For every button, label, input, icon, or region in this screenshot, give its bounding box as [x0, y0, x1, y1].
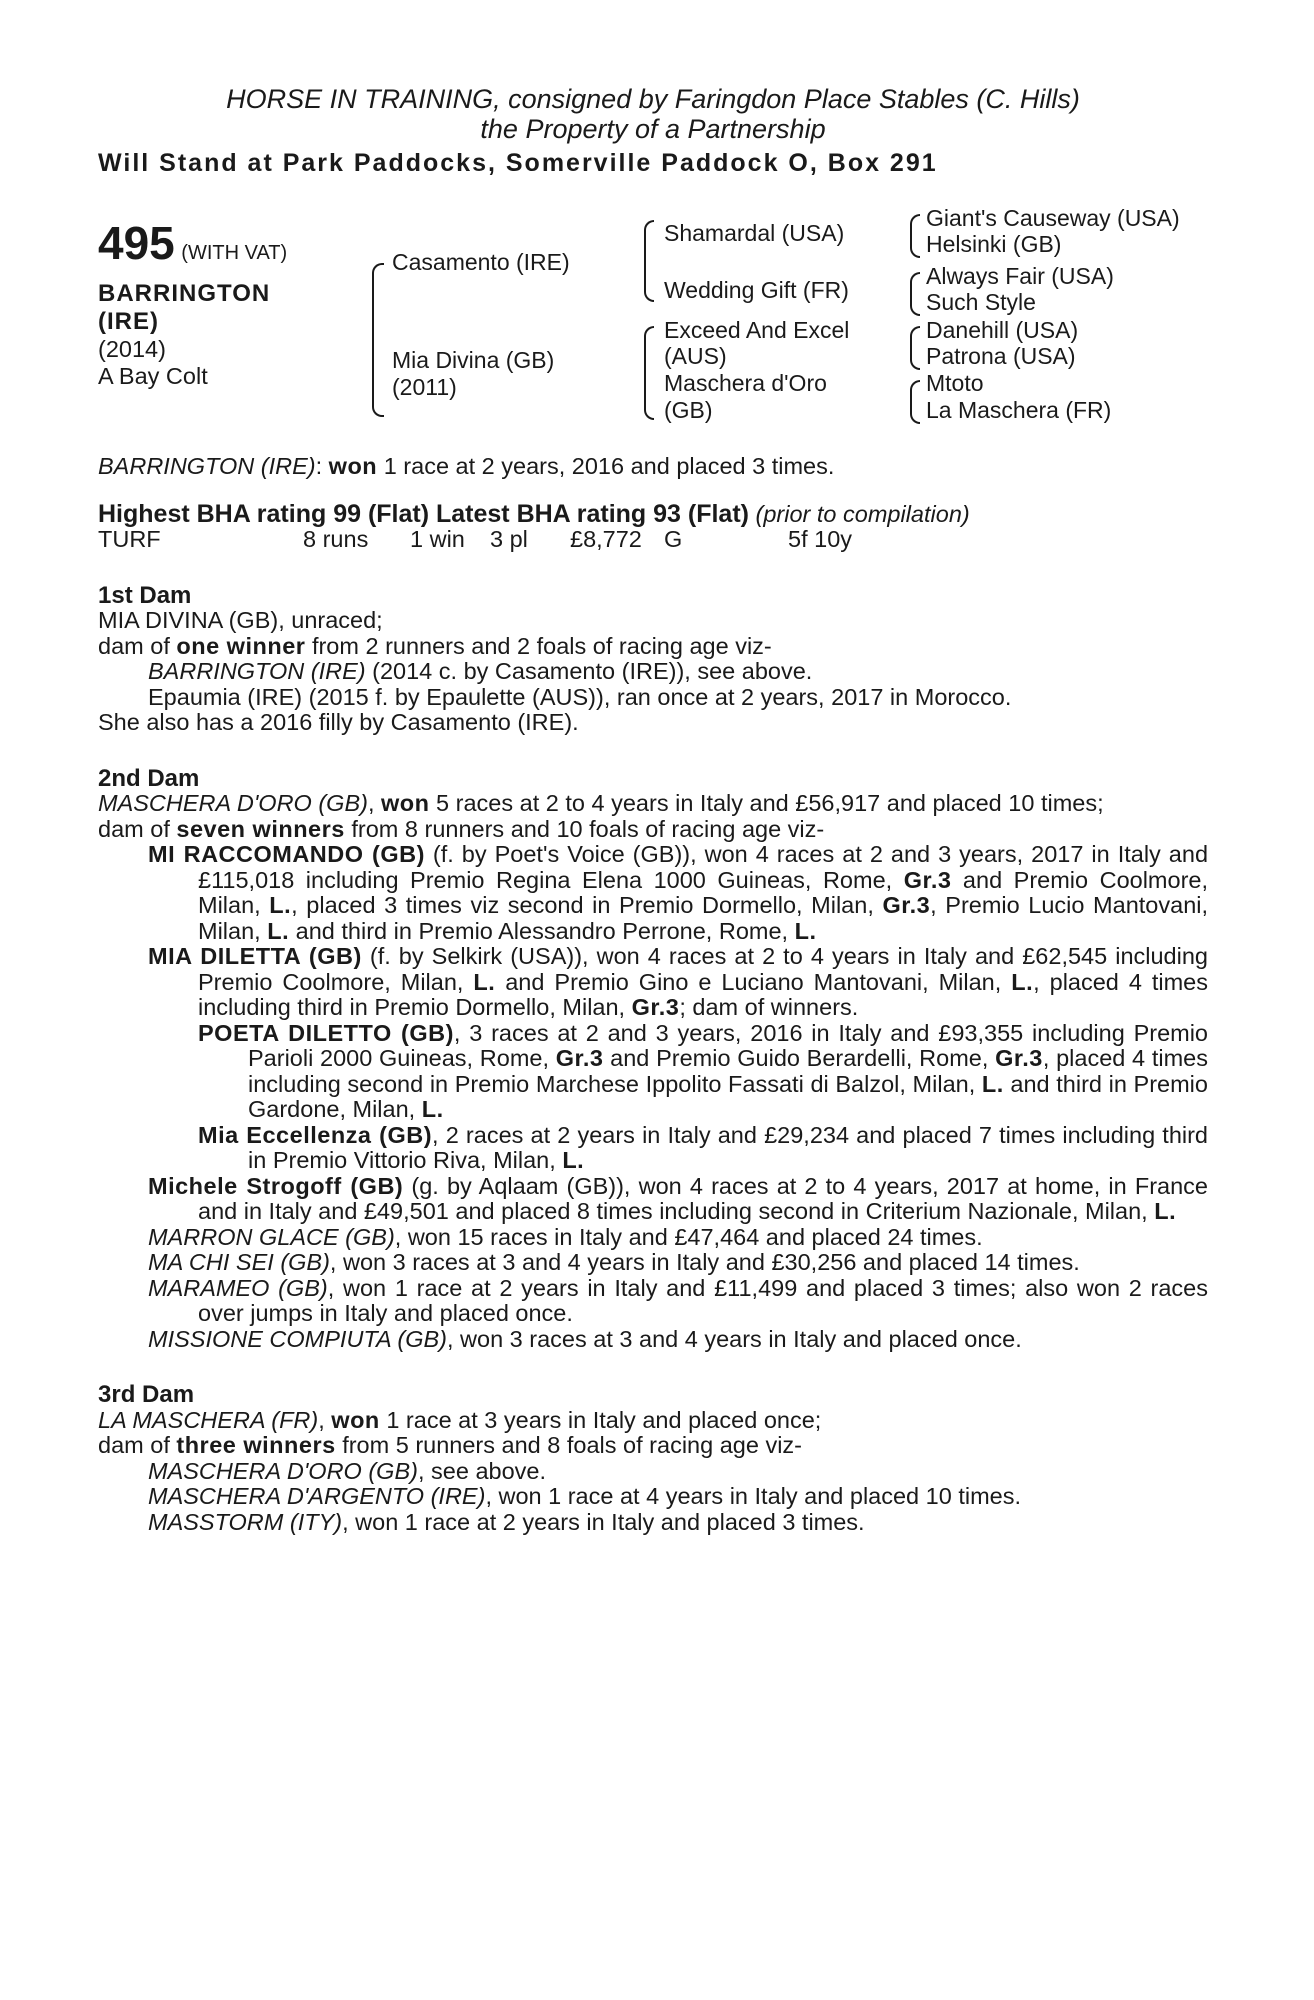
foaling-year: (2014): [98, 336, 166, 362]
stand-location: Will Stand at Park Paddocks, Somerville Paddock O, Box 291: [98, 149, 938, 177]
pedigree-table: [98, 205, 1208, 448]
progeny-mia-eccellenza: Mia Eccellenza (GB), 2 races at 2 years in Italy and £29,234 and placed 7 times including third in Premio Vittorio Riva, Milan, L.: [198, 1121, 1208, 1173]
progeny-marameo: MARAMEO (GB), won 1 race at 2 years in Italy and £11,499 and placed 3 times; also won 2 races over jumps in Italy and placed once.: [148, 1274, 1208, 1326]
gg-1: Giant's Causeway (USA): [926, 205, 1180, 231]
rating-note: (prior to compilation): [755, 500, 970, 527]
gg-5: Danehill (USA): [926, 317, 1079, 343]
progeny-missione-compiuta: MISSIONE COMPIUTA (GB), won 3 races at 3 and 4 years in Italy and placed once.: [148, 1325, 1022, 1352]
bha-rating: Highest BHA rating 99 (Flat) Latest BHA rating 93 (Flat): [98, 499, 749, 528]
progeny-mi-raccomando: MI RACCOMANDO (GB) (f. by Poet's Voice (GB)), won 4 races at 2 and 3 years, 2017 in Italy and £115,018 including Premio Regina Elena 1000 Guineas, Rome, Gr.3 and Premio Coolmore, Milan, L., placed 3 times viz second in Premio Dormello, Milan, Gr.3, Premio Lucio Mantovani, Milan, L. and third in Premio Alessandro Perrone, Rome, L.: [148, 841, 1209, 944]
owner-line: the Property of a Partnership: [480, 114, 826, 144]
gg-8: La Maschera (FR): [926, 397, 1112, 423]
brace-1: [372, 263, 384, 417]
gg-4: Such Style: [926, 289, 1036, 315]
progeny-poeta-diletto: POETA DILETTO (GB), 3 races at 2 and 3 years, 2016 in Italy and £93,355 including Premio Parioli 2000 Guineas, Rome, Gr.3 and Premio Guido Berardelli, Rome, Gr.3, placed 4 times including second in Premio Marchese Ippolito Fassati di Balzol, Milan, L. and third in Premio Gardone, Milan, L.: [198, 1019, 1209, 1122]
dam-dam-country: (GB): [664, 397, 713, 423]
sire-sire: Shamardal (USA): [664, 220, 845, 246]
progeny-mia-diletta: MIA DILETTA (GB) (f. by Selkirk (USA)), won 4 races at 2 to 4 years in Italy and £62,545 including Premio Coolmore, Milan, L. and Premio Gino e Luciano Mantovani, Milan, L., placed 4 times including third in Premio Dormello, Milan, Gr.3; dam of winners.: [148, 943, 1209, 1020]
page-header: [98, 84, 1208, 178]
brace-3a: [910, 214, 920, 258]
progeny-ma-chi-sei: MA CHI SEI (GB), won 3 races at 3 and 4 years in Italy and £30,256 and placed 14 times.: [148, 1249, 1080, 1275]
gg-3: Always Fair (USA): [926, 263, 1114, 289]
horse-name: BARRINGTON: [98, 280, 271, 307]
first-dam-section: MIA DIVINA (GB), unraced; dam of one winner from 2 runners and 2 foals of racing age viz- BARRINGTON (IRE) (2014 c. by Casamento (IRE)), see above. Epaumia (IRE) (2015 f. by Epaulette (AUS)), ran once at 2 years, 2017 in Morocco. She also has a 2016 filly by Casamento (IRE).: [98, 607, 1012, 735]
rating-block: [98, 499, 1208, 553]
lot-info: [98, 218, 287, 390]
brace-3c: [910, 326, 920, 370]
dam-year: (2011): [392, 374, 457, 400]
horse-description: A Bay Colt: [98, 363, 208, 389]
vat-note: (WITH VAT): [181, 242, 288, 264]
sire: Casamento (IRE): [392, 249, 570, 275]
first-dam-title: 1st Dam: [98, 581, 192, 609]
brace-3b: [910, 272, 920, 316]
brace-2a: [644, 220, 654, 302]
progeny-marron-glace: MARRON GLACE (GB), won 15 races in Italy and £47,464 and placed 24 times.: [148, 1223, 983, 1250]
dam-sire-country: (AUS): [664, 343, 727, 369]
gg-2: Helsinki (GB): [926, 231, 1062, 257]
catalogue-page: [98, 84, 1208, 1535]
lot-number: 495: [98, 217, 175, 269]
race-summary: BARRINGTON (IRE): won 1 race at 2 years, 2016 and placed 3 times.: [98, 453, 835, 479]
third-dam-section: LA MASCHERA (FR), won 1 race at 3 years in Italy and placed once; dam of three winners from 5 runners and 8 foals of racing age viz- MASCHERA D'ORO (GB), see above. MASCHERA D'ARGENTO (IRE), won 1 race at 4 years in Italy and placed 10 times. MASSTORM (ITY), won 1 race at 2 years in Italy and placed 3 times.: [98, 1406, 1022, 1535]
dam-sire: Exceed And Excel: [664, 317, 850, 343]
gg-6: Patrona (USA): [926, 343, 1076, 369]
sire-dam: Wedding Gift (FR): [664, 277, 849, 303]
brace-3d: [910, 380, 920, 424]
dam: Mia Divina (GB): [392, 347, 555, 373]
brace-2b: [644, 326, 654, 420]
consignor-line: HORSE IN TRAINING, consigned by Faringdon Place Stables (C. Hills): [226, 84, 1080, 114]
horse-country: (IRE): [98, 308, 159, 335]
third-dam-title: 3rd Dam: [98, 1381, 195, 1408]
second-dam-title: 2nd Dam: [98, 764, 200, 792]
progeny-michele-strogoff: Michele Strogoff (GB) (g. by Aqlaam (GB)), won 4 races at 2 to 4 years, 2017 at home, in France and in Italy and £49,501 and placed 8 times including second in Criterium Nazionale, Milan, L.: [148, 1172, 1208, 1224]
gg-7: Mtoto: [926, 370, 984, 396]
turf-record: TURF 8 runs 1 win 3 pl £8,772 G 5f 10y: [98, 526, 853, 552]
dam-dam: Maschera d'Oro: [664, 370, 827, 396]
second-dam-section: MASCHERA D'ORO (GB), won 5 races at 2 to 4 years in Italy and £56,917 and placed 10 times; dam of seven winners from 8 runners and 10 foals of racing age viz- MI RACCOMANDO (GB) (f. by Poet's Voice (GB)), won 4 races at 2 and 3 years, 2017 in Italy and £115,018 including Premio Regina Elena 1000 Guineas, Rome, Gr.3 and Premio Coolmore, Milan, L., placed 3 times viz second in Premio Dormello, Milan, Gr.3, Premio Lucio Mantovani, Milan, L. and third in Premio Alessandro Perrone, Rome, L. MIA DILETTA (GB) (f. by Selkirk (USA)), won 4 races at 2 to 4 years in Italy and £62,545 including Premio Coolmore, Milan, L. and Premio Gino e Luciano Mantovani, Milan, L., placed 4 times including third in Premio Dormello, Milan, Gr.3; dam of winners. POETA DILETTO (GB), 3 races at 2 and 3 years, 2016 in Italy and £93,355 including Premio Parioli 2000 Guineas, Rome, Gr.3 and Premio Guido Berardelli, Rome, Gr.3, placed 4 times including second in Premio Marchese Ippolito Fassati di Balzol, Milan, L. and third in Premio Gardone, Milan, L. Mia Eccellenza (GB), 2 races at 2 years in Italy and £29,234 and placed 7 times including third in Premio Vittorio Riva, Milan, L. Michele Strogoff (GB) (g. by Aqlaam (GB)), won 4 races at 2 to 4 years, 2017 at home, in France and in Italy and £49,501 and placed 8 times including second in Criterium Nazionale, Milan, L. MARRON GLACE (GB), won 15 races in Italy and £47,464 and placed 24 times. MA CHI SEI (GB), won 3 races at 3 and 4 years in Italy and £30,256 and placed 14 times. MARAMEO (GB), won 1 race at 2 years in Italy and £11,499 and placed 3 times; also won 2 races over jumps in Italy and placed once. MISSIONE COMPIUTA (GB), won 3 races at 3 and 4 years in Italy and placed once.: [98, 790, 1209, 1352]
